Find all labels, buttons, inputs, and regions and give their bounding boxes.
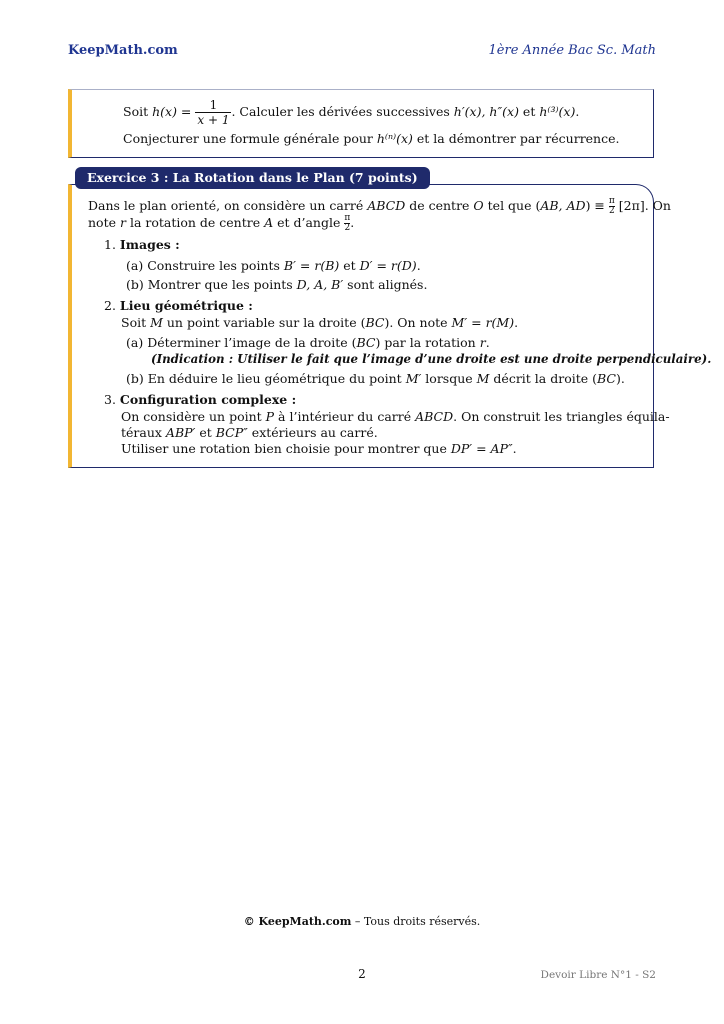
math: r [119, 215, 126, 230]
text: ) par la rotation [375, 335, 480, 350]
text: . Calculer les dérivées successives [231, 104, 454, 119]
math: ABCD [415, 409, 454, 424]
question-3-line-2 [121, 425, 378, 440]
copyright [0, 915, 724, 928]
item-label: (b) [126, 371, 144, 386]
text: extérieurs au carré. [247, 425, 378, 440]
math: B′ = r(B) [283, 258, 340, 273]
math: h⁽ⁿ⁾(x) [376, 131, 413, 146]
prev-line-1 [123, 98, 579, 127]
question-2-intro [121, 315, 518, 330]
text: et d’angle [273, 215, 345, 230]
fraction [195, 98, 231, 127]
math: M′ = r(M) [451, 315, 515, 330]
text: un point variable sur la droite ( [162, 315, 366, 330]
item-label: (b) [126, 277, 144, 292]
math: M′ [405, 371, 422, 386]
question-2a [126, 335, 490, 350]
question-title: Lieu géométrique : [119, 298, 253, 313]
text: . [512, 441, 517, 456]
question-3-line-3 [121, 441, 517, 456]
text: On considère un point [121, 409, 266, 424]
denominator: 2 [344, 223, 351, 233]
numerator: π [608, 196, 615, 206]
question-2a-hint: (Indication : Utiliser le fait que l’image d’une droite est une droite perpendiculaire). [151, 352, 712, 366]
math: r [479, 335, 486, 350]
text: la rotation de centre [125, 215, 265, 230]
text: et la démontrer par récurrence. [412, 131, 620, 146]
question-number: 2. [104, 298, 116, 313]
item-label: (a) [126, 335, 144, 350]
math: ABP′ [165, 425, 196, 440]
level-label: 1ère Année Bac Sc. Math [488, 43, 656, 58]
math: BC [356, 335, 376, 350]
math: O [473, 198, 484, 213]
math: P [265, 409, 275, 424]
text: lorsque [421, 371, 477, 386]
text: Conjecturer une formule générale pour [123, 131, 377, 146]
question-2b [126, 371, 625, 386]
math: AB, AD [540, 198, 586, 213]
text: . [485, 335, 490, 350]
text: . [416, 258, 421, 273]
text: . [350, 215, 355, 230]
question-number: 1. [104, 237, 116, 252]
text: En déduire le lieu géométrique du point [147, 371, 406, 386]
question-3-line-1 [121, 409, 670, 424]
question-2 [104, 298, 253, 313]
text: ). On note [384, 315, 452, 330]
math: h⁽³⁾(x) [539, 104, 576, 119]
math: A [264, 215, 274, 230]
text: Dans le plan orienté, on considère un carré [88, 198, 368, 213]
text: à l’intérieur du carré [274, 409, 416, 424]
text: . On construit les triangles équila- [453, 409, 670, 424]
math: D′ = r(D) [359, 258, 417, 273]
question-number: 3. [104, 392, 116, 407]
math: ABCD [367, 198, 406, 213]
text: ). [615, 371, 625, 386]
page-number: 2 [358, 967, 366, 981]
text: tel que ( [483, 198, 541, 213]
question-1b [126, 277, 427, 292]
copyright-text: – Tous droits réservés. [351, 915, 481, 928]
math: BC [597, 371, 616, 386]
numerator: 1 [195, 98, 231, 113]
text: téraux [121, 425, 166, 440]
text: Utiliser une rotation bien choisie pour montrer que [121, 441, 451, 456]
item-label: (a) [126, 258, 144, 273]
text: de centre [405, 198, 474, 213]
question-title: Configuration complexe : [119, 392, 297, 407]
text: [2π]. On [614, 198, 671, 213]
text: Soit [121, 315, 151, 330]
previous-exercise-box [68, 89, 654, 158]
text: Soit [123, 104, 153, 119]
text: . [514, 315, 519, 330]
text: et [339, 258, 360, 273]
math: M [150, 315, 163, 330]
question-title: Images : [119, 237, 180, 252]
text: décrit la droite ( [489, 371, 597, 386]
text: et [195, 425, 216, 440]
text: . [575, 104, 580, 119]
copyright-brand[interactable]: © KeepMath.com [243, 915, 352, 928]
question-3 [104, 392, 296, 407]
text: note [88, 215, 120, 230]
math: h(x) = [152, 104, 192, 119]
site-name[interactable]: KeepMath.com [68, 43, 178, 58]
numerator: π [344, 213, 351, 223]
text: sont alignés. [343, 277, 428, 292]
text: Montrer que les points [147, 277, 297, 292]
math: BC [365, 315, 385, 330]
prev-line-2 [123, 131, 619, 146]
question-1a [126, 258, 421, 273]
math: D, A, B′ [296, 277, 344, 292]
math: M [476, 371, 490, 386]
denominator: 2 [608, 206, 615, 216]
math: BCP″ [215, 425, 248, 440]
math: DP′ = AP″ [450, 441, 513, 456]
document-label: Devoir Libre N°1 - S2 [540, 969, 656, 981]
exercise-title: Exercice 3 : La Rotation dans le Plan (7 points) [75, 167, 430, 189]
text: et [518, 104, 540, 119]
denominator: x + 1 [197, 113, 230, 127]
math: h′(x), h″(x) [453, 104, 519, 119]
text: Construire les points [147, 258, 284, 273]
intro-line-2 [88, 214, 354, 233]
question-1 [104, 237, 180, 252]
text: Déterminer l’image de la droite ( [147, 335, 357, 350]
text: ) ≡ [585, 198, 609, 213]
